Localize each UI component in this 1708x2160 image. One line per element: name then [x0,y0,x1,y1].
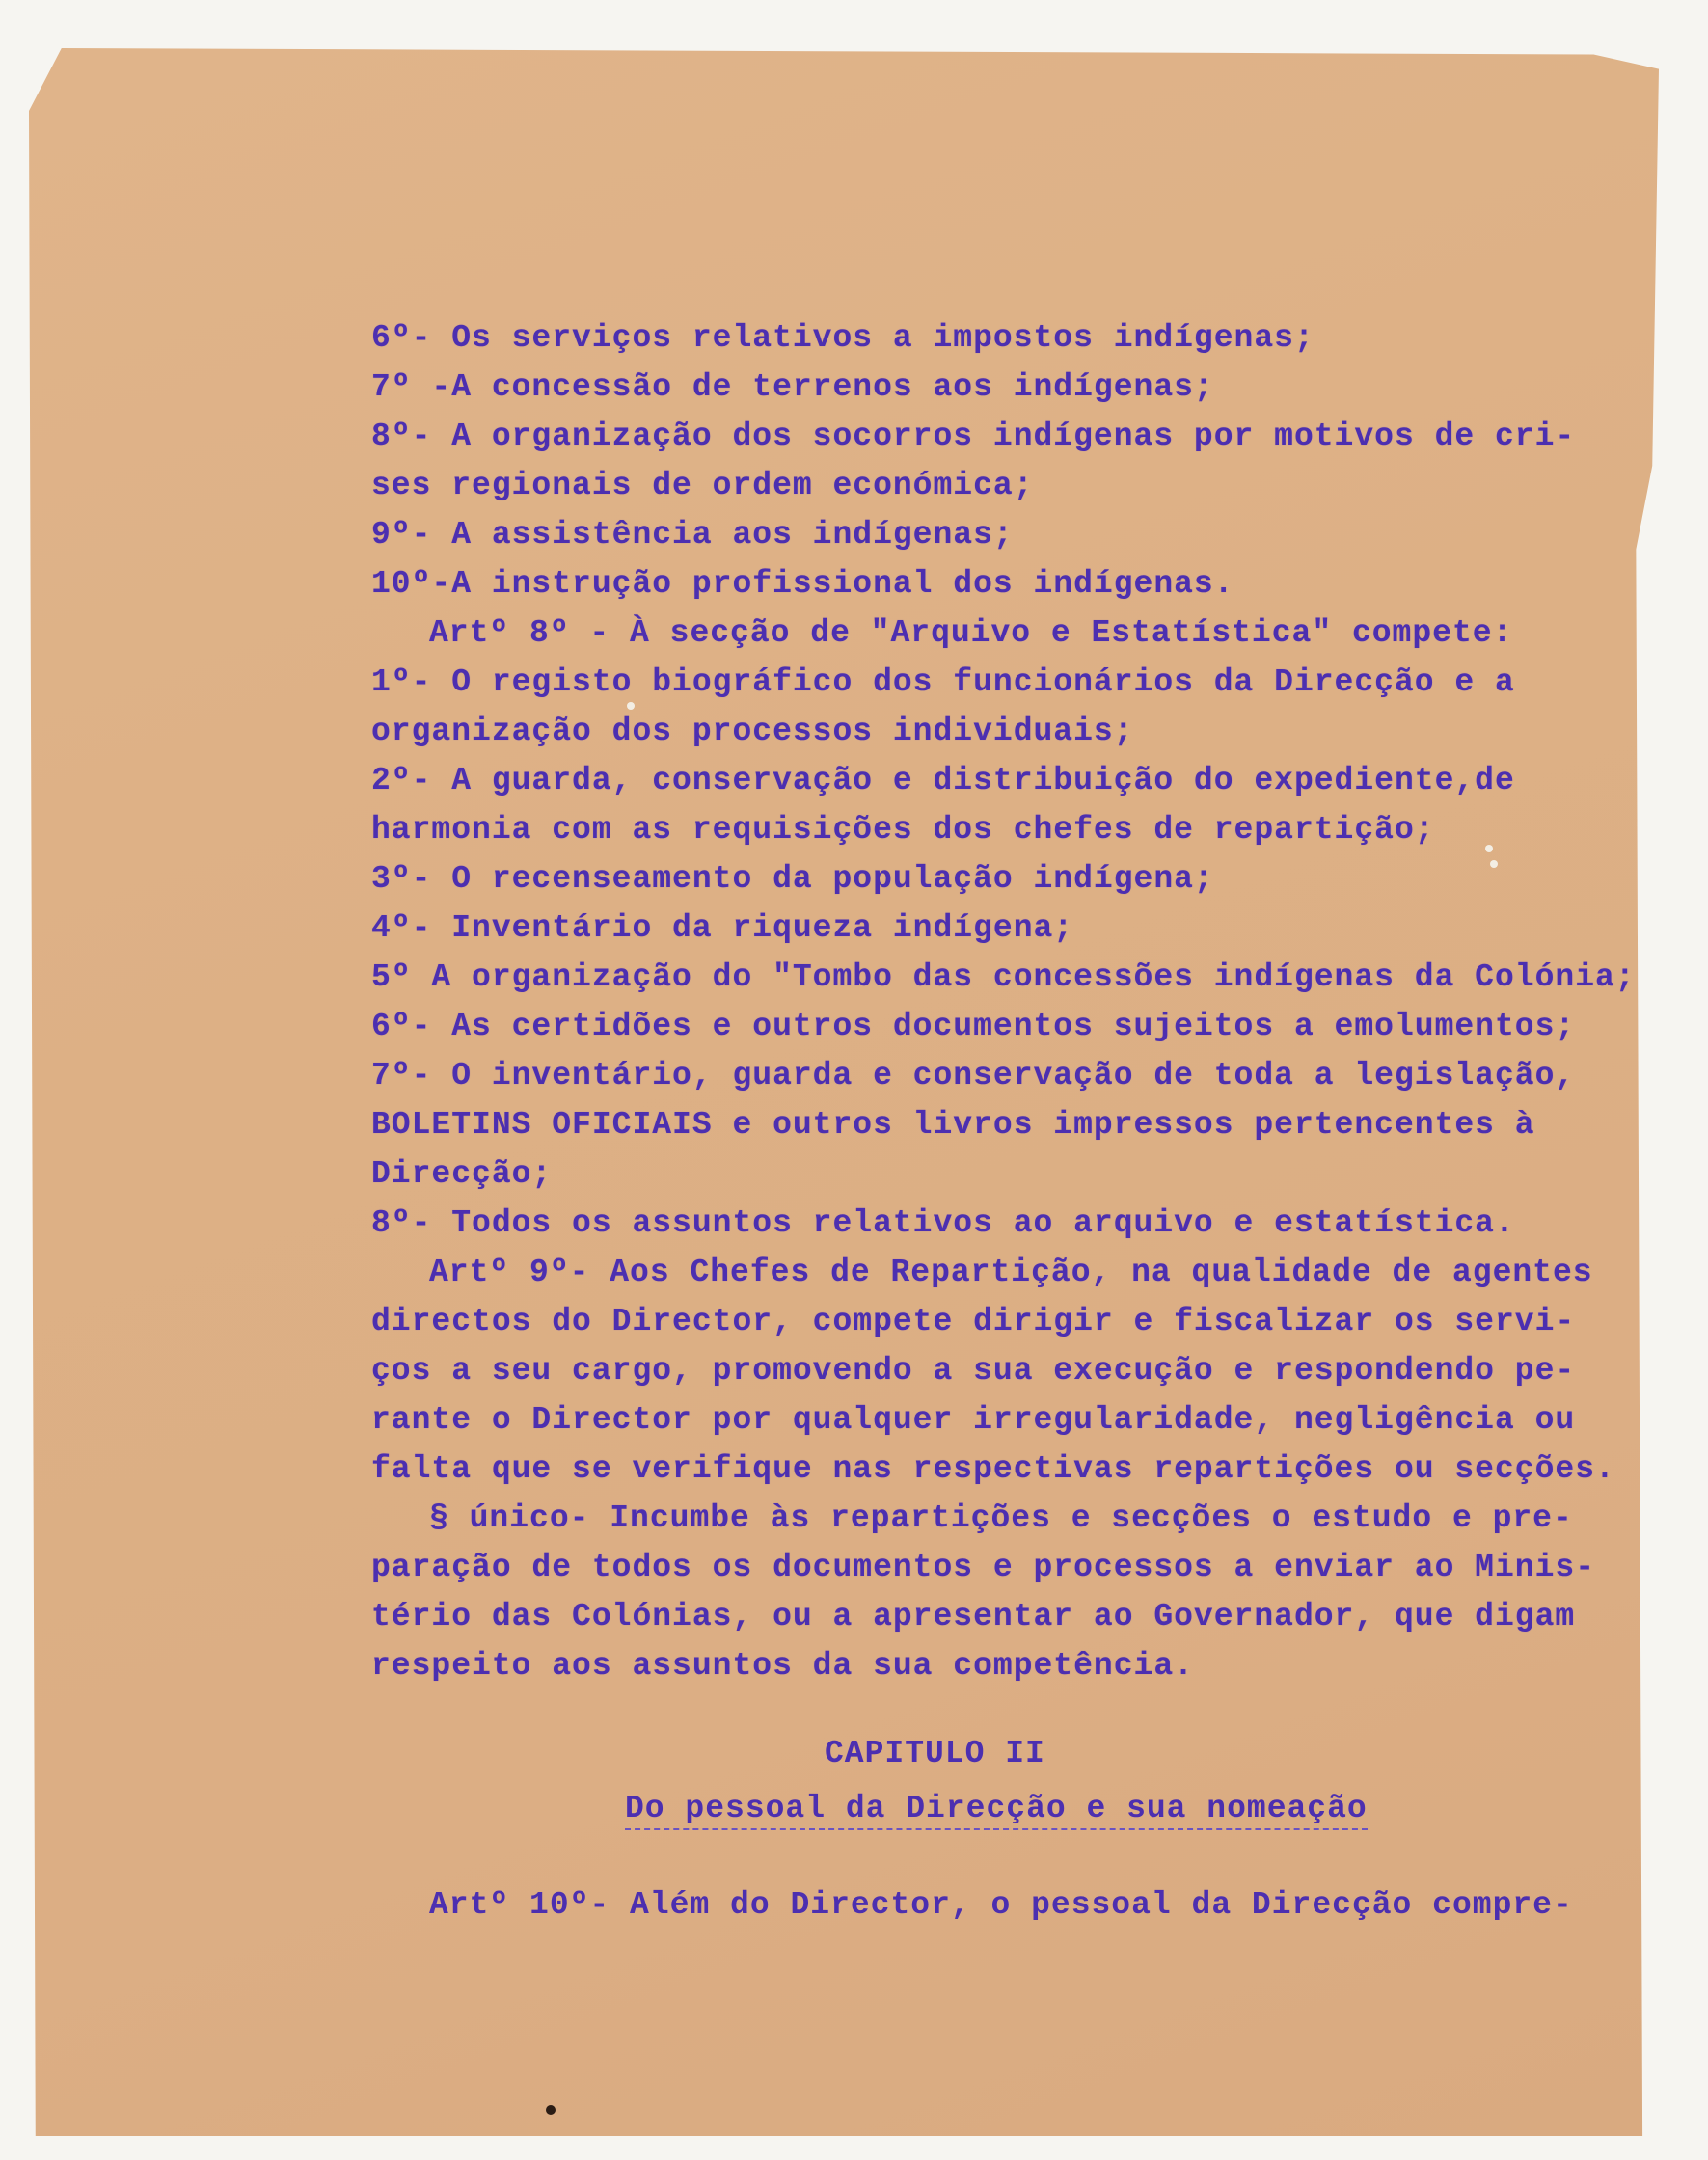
text-line: 9º- A assistência aos indígenas; [371,517,1014,553]
text-line: respeito aos assuntos da sua competência. [371,1648,1194,1684]
text-line: 10º-A instrução profissional dos indígenas. [371,566,1234,602]
typed-text-body [371,313,1636,1690]
text-line: ços a seu cargo, promovendo a sua execução e respondendo pe- [371,1353,1576,1389]
text-line: BOLETINS OFICIAIS e outros livros impressos pertencentes à [371,1107,1535,1143]
ink-dot [546,2105,556,2115]
text-line: directos do Director, compete dirigir e fiscalizar os servi- [371,1304,1576,1339]
text-line: rante o Director por qualquer irregularidade, negligência ou [371,1402,1576,1438]
article-8-heading: Artº 8º - À secção de "Arquivo e Estatística" compete: [429,615,1513,651]
paper-hole [627,702,635,710]
text-line: harmonia com as requisições dos chefes de repartição; [371,812,1435,848]
text-line: 4º- Inventário da riqueza indígena; [371,910,1074,946]
text-line: 1º- O registo biográfico dos funcionários da Direcção e a [371,664,1515,700]
text-line: tério das Colónias, ou a apresentar ao Governador, que digam [371,1599,1576,1634]
chapter-title: CAPITULO II [825,1736,1045,1771]
paper-hole [1490,860,1498,868]
paper-hole [1485,845,1493,852]
text-line: 8º- Todos os assuntos relativos ao arquivo e estatística. [371,1205,1515,1241]
chapter-subtitle: Do pessoal da Direcção e sua nomeação [625,1791,1368,1830]
text-line: paração de todos os documentos e processos a enviar ao Minis- [371,1550,1595,1585]
single-paragraph-heading: § único- Incumbe às repartições e secções o estudo e pre- [429,1500,1573,1536]
article-10-line: Artº 10º- Além do Director, o pessoal da Direcção compre- [429,1887,1573,1923]
text-line: 7º- O inventário, guarda e conservação de toda a legislação, [371,1058,1576,1094]
text-line: organização dos processos individuais; [371,714,1134,749]
text-line: 7º -A concessão de terrenos aos indígenas; [371,369,1214,405]
text-line: Direcção; [371,1156,553,1192]
text-line: 6º- As certidões e outros documentos sujeitos a emolumentos; [371,1009,1576,1044]
text-line: 6º- Os serviços relativos a impostos indígenas; [371,320,1315,356]
text-line: ses regionais de ordem económica; [371,468,1034,503]
text-line: 2º- A guarda, conservação e distribuição do expediente,de [371,763,1515,798]
article-9-heading: Artº 9º- Aos Chefes de Repartição, na qualidade de agentes [429,1255,1593,1290]
text-line: 8º- A organização dos socorros indígenas por motivos de cri- [371,418,1576,454]
text-line: 3º- O recenseamento da população indígena; [371,861,1214,897]
text-line: 5º A organização do "Tombo das concessões indígenas da Colónia; [371,959,1636,995]
text-line: falta que se verifique nas respectivas repartições ou secções. [371,1451,1615,1487]
